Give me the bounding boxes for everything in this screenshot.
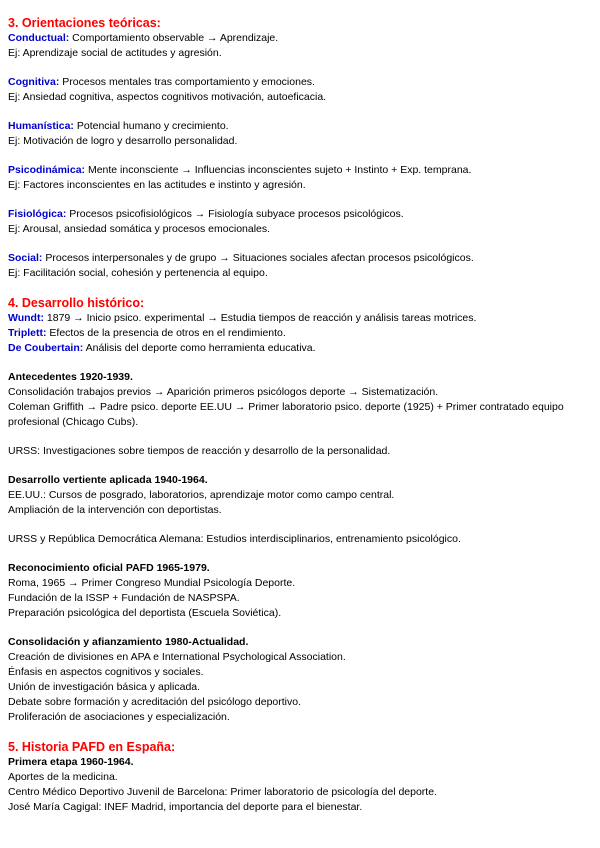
pioneer-label-coubertain: De Coubertain: bbox=[8, 342, 84, 354]
paragraph-line: Fundación de la ISSP + Fundación de NASPSPA. bbox=[8, 592, 240, 604]
orientation-humanistica bbox=[8, 119, 592, 149]
orientation-example: Ej: Ansiedad cognitiva, aspectos cognitivos motivación, autoeficacia. bbox=[8, 91, 327, 103]
pioneer-label-wundt: Wundt: bbox=[8, 312, 44, 324]
paragraph-line: Aportes de la medicina. bbox=[8, 771, 118, 783]
section-4-heading: 4. Desarrollo histórico: bbox=[8, 296, 145, 310]
orientation-example: Ej: Aprendizaje social de actitudes y agresión. bbox=[8, 47, 222, 59]
subsection-heading-reconocimiento: Reconocimiento oficial PAFD 1965-1979. bbox=[8, 562, 210, 574]
paragraph-line: Roma, 1965 → Primer Congreso Mundial Psicología Deporte. bbox=[8, 577, 296, 589]
subsection-heading-primera-etapa: Primera etapa 1960-1964. bbox=[8, 756, 134, 768]
paragraph-line: Centro Médico Deportivo Juvenil de Barcelona: Primer laboratorio de psicología del deporte. bbox=[8, 786, 437, 798]
paragraph-line: Consolidación trabajos previos → Aparición primeros psicólogos deporte → Sistematización. bbox=[8, 386, 439, 398]
orientation-example: Ej: Arousal, ansiedad somática y procesos emocionales. bbox=[8, 223, 271, 235]
orientation-label: Conductual: bbox=[8, 32, 70, 44]
orientation-text: Procesos interpersonales y de grupo → Situaciones sociales afectan procesos psicológicos. bbox=[42, 252, 474, 264]
orientation-fisiologica bbox=[8, 207, 592, 237]
subsection-heading-aplicada: Desarrollo vertiente aplicada 1940-1964. bbox=[8, 474, 208, 486]
paragraph-line: Proliferación de asociaciones y especialización. bbox=[8, 711, 230, 723]
orientation-text: Procesos mentales tras comportamiento y emociones. bbox=[59, 76, 315, 88]
section-3-heading: 3. Orientaciones teóricas: bbox=[8, 16, 161, 30]
orientation-example: Ej: Motivación de logro y desarrollo personalidad. bbox=[8, 135, 238, 147]
orientation-label: Social: bbox=[8, 252, 43, 264]
paragraph-line: Creación de divisiones en APA e International Psychological Association. bbox=[8, 651, 346, 663]
orientation-text: Procesos psicofisiológicos → Fisiología subyace procesos psicológicos. bbox=[66, 208, 404, 220]
paragraph-line: Ampliación de la intervención con deportistas. bbox=[8, 504, 222, 516]
paragraph-line: URSS y República Democrática Alemana: Estudios interdisciplinarios, entrenamiento psicológico. bbox=[8, 533, 461, 545]
section-5-heading: 5. Historia PAFD en España: bbox=[8, 740, 176, 754]
paragraph-line: EE.UU.: Cursos de posgrado, laboratorios, aprendizaje motor como campo central. bbox=[8, 489, 395, 501]
paragraph-line: Coleman Griffith → Padre psico. deporte EE.UU → Primer laboratorio psico. deporte (1925) + Primer contratado equipo profesional (Chicago Cubs). bbox=[8, 401, 564, 428]
paragraph-line: José María Cagigal: INEF Madrid, importancia del deporte para el bienestar. bbox=[8, 801, 363, 813]
orientation-text: Comportamiento observable → Aprendizaje. bbox=[69, 32, 279, 44]
orientation-example: Ej: Facilitación social, cohesión y pertenencia al equipo. bbox=[8, 267, 268, 279]
subsection-heading-consolidacion: Consolidación y afianzamiento 1980-Actualidad. bbox=[8, 636, 249, 648]
orientation-label: Psicodinámica: bbox=[8, 164, 86, 176]
pioneer-text: Análisis del deporte como herramienta educativa. bbox=[83, 342, 316, 354]
orientation-social bbox=[8, 251, 592, 281]
orientation-cognitiva bbox=[8, 75, 592, 105]
orientation-text: Mente inconsciente → Influencias inconscientes sujeto + Instinto + Exp. temprana. bbox=[85, 164, 472, 176]
pioneer-label-triplett: Triplett: bbox=[8, 327, 47, 339]
pioneer-text: 1879 → Inicio psico. experimental → Estudia tiempos de reacción y análisis tareas motrices. bbox=[43, 312, 477, 324]
paragraph-line: Preparación psicológica del deportista (Escuela Soviética). bbox=[8, 607, 282, 619]
paragraph-line: Unión de investigación básica y aplicada. bbox=[8, 681, 201, 693]
orientation-conductual bbox=[8, 31, 592, 61]
paragraph-line: URSS: Investigaciones sobre tiempos de reacción y desarrollo de la personalidad. bbox=[8, 445, 391, 457]
paragraph-line: Énfasis en aspectos cognitivos y sociales. bbox=[8, 666, 204, 678]
pioneer-text: Efectos de la presencia de otros en el rendimiento. bbox=[46, 327, 286, 339]
orientation-example: Ej: Factores inconscientes en las actitudes e instinto y agresión. bbox=[8, 179, 306, 191]
orientation-psicodinamica bbox=[8, 163, 592, 193]
orientation-label: Humanística: bbox=[8, 120, 74, 132]
subsection-heading-antecedentes: Antecedentes 1920-1939. bbox=[8, 371, 133, 383]
orientation-label: Cognitiva: bbox=[8, 76, 60, 88]
orientation-label: Fisiológica: bbox=[8, 208, 67, 220]
paragraph-line: Debate sobre formación y acreditación del psicólogo deportivo. bbox=[8, 696, 302, 708]
orientation-text: Potencial humano y crecimiento. bbox=[73, 120, 229, 132]
